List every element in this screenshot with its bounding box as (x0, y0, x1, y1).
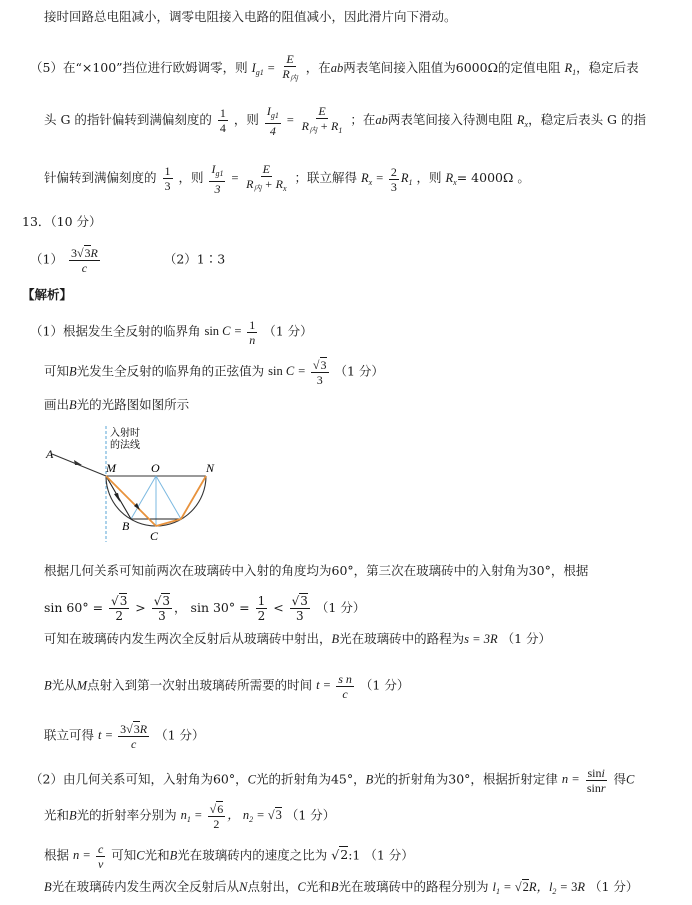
text: 点射出， (247, 879, 298, 894)
text: 光和 (144, 847, 170, 863)
text: ab (330, 60, 344, 75)
label-C: C (150, 529, 159, 543)
formula: t = $\frac{3√3R}{c}$ (98, 722, 148, 751)
text: = 4000Ω 。 (456, 169, 530, 185)
normal-label: 入射时 (110, 428, 140, 439)
paragraph-line (44, 104, 646, 138)
text: （1 分） (501, 631, 552, 646)
text: C (136, 848, 145, 863)
text: 可知 (44, 363, 70, 379)
formula: $l_1 = √2R$，$l_2 = 3R$ (492, 880, 585, 896)
text: 光的光路图如图所示 (76, 397, 190, 412)
text: 光在玻璃砖内发生两次全反射后从 (51, 879, 240, 894)
text: :1 (348, 847, 361, 863)
text: 光在玻璃砖中的路程分别为 (338, 879, 489, 894)
formula: sin C = $\frac{1}{n}$ (204, 318, 256, 347)
text: s = 3R (464, 632, 498, 646)
formula: $\frac{1}{4}$ (219, 105, 226, 135)
text: B (69, 808, 77, 823)
text: 光和 (305, 879, 331, 894)
formula: sin C = $\frac{√3}{3}$ (268, 358, 327, 387)
text: （1 分） (334, 363, 384, 379)
text: B (365, 772, 374, 787)
text: B (44, 880, 52, 894)
text: C (626, 772, 635, 787)
text: ，则 (416, 169, 442, 185)
question-number: 13．（10 分） (22, 214, 102, 229)
text: 头 G 的指针偏转到满偏刻度的 (44, 111, 212, 127)
paragraph-line (44, 358, 384, 387)
text: B (44, 678, 52, 693)
text: （2）由几何关系可知，入射角为60°， (30, 771, 248, 787)
text: 画出 (44, 397, 70, 412)
formula: $I_{g1}$ = $\frac{E}{R_内}$ (251, 52, 298, 83)
text: ；联立解得 (294, 169, 358, 185)
formula: $R_x$ (516, 112, 529, 129)
formula: = $\frac{√3}{2}$ > $\frac{√3}{3}$ ， (92, 594, 187, 623)
paragraph-line (44, 722, 205, 751)
text: 光在玻璃砖内的速度之比为 (177, 847, 328, 863)
formula: $n_1$ = $\frac{√6}{2}$ ， $n_2 = √3$ (180, 802, 282, 831)
text: （1 分） (588, 879, 639, 894)
paragraph-line (30, 766, 634, 795)
paragraph-line (30, 52, 639, 86)
paragraph-line (44, 878, 638, 901)
light-path-diagram (40, 420, 230, 545)
text: 两表笔间接入阻值为6000Ω的定值电阻 (343, 59, 561, 75)
text: 可知 (111, 847, 137, 863)
text: 两表笔间接入待测电阻 (387, 111, 513, 127)
text: B (169, 848, 178, 863)
text: （1 分） (155, 727, 205, 743)
text: （1 分） (285, 807, 336, 823)
text: （1 分） (263, 323, 313, 339)
answer-line (30, 246, 225, 275)
formula: = $\frac{1}{2}$ < $\frac{√3}{3}$ (239, 594, 308, 623)
text: （1 分） (315, 600, 366, 615)
text: 接时回路总电阻减小，调零电阻接入电路的阻值减小，因此滑片向下滑动。 (44, 9, 457, 24)
formula: t = $\frac{\text{s n}}{c}$ (316, 672, 352, 701)
text: ab (375, 112, 388, 127)
text: 联立可得 (44, 727, 95, 743)
text: 光和 (44, 807, 70, 823)
text: （5）在“×100”挡位进行欧姆调零，则 (30, 59, 248, 75)
text: ，则 (233, 111, 259, 127)
formula: n = $\frac{c}{v}$ (73, 842, 104, 871)
text: C (297, 880, 306, 894)
text: sin 30° (190, 600, 236, 615)
paragraph-line (44, 842, 414, 871)
text: 点射入到第一次射出玻璃砖所需要的时间 (87, 677, 313, 693)
formula: $\frac{I_{g1}}{4}$ = $\frac{E}{R_内 + R_1}$ (266, 104, 343, 138)
text: 针偏转到满偏刻度的 (44, 169, 157, 185)
arrow (74, 460, 82, 465)
text: 光的折射角为30°，根据折射定律 (373, 771, 558, 787)
text: ，在 (305, 59, 331, 75)
formula: $R_x$ = $\frac{2}{3}$ $R_1$ (361, 164, 413, 194)
section-heading: 【解析】 (22, 287, 73, 302)
text: 光在玻璃砖中的路程为 (339, 631, 465, 646)
text: C (247, 772, 256, 787)
label-B: B (122, 519, 130, 533)
text: 光从 (51, 677, 77, 693)
text: 光的折射率分别为 (76, 807, 177, 823)
text: 根据 (44, 847, 70, 863)
paragraph-line: 根据几何关系可知前两次在玻璃砖中入射的角度均为60°，第三次在玻璃砖中的入射角为30°，根据 (44, 563, 589, 578)
paragraph-line (44, 594, 365, 623)
label-N: N (206, 461, 215, 475)
formula: $R_x$ (445, 170, 457, 187)
paragraph-line (44, 8, 457, 26)
normal-label: 的法线 (110, 440, 140, 451)
text: B (69, 364, 77, 379)
text: （1 分） (359, 677, 410, 693)
paragraph-line (44, 396, 189, 414)
paragraph-line (44, 162, 530, 196)
text: ，则 (178, 169, 204, 185)
label-M: M (106, 461, 116, 475)
text: sin 60° (44, 600, 89, 615)
formula: $\frac{1}{3}$ (164, 163, 171, 193)
formula: $R_1$ (564, 60, 577, 77)
paragraph-line (44, 802, 335, 831)
text: ，稳定后表 (576, 59, 639, 75)
text: ；在 (350, 111, 376, 127)
text: 光发生全反射的临界角的正弦值为 (76, 363, 265, 379)
text: M (76, 678, 88, 693)
text: B (330, 880, 339, 894)
text: （1）根据发生全反射的临界角 (30, 323, 201, 339)
text: B (331, 632, 340, 646)
paragraph-line (30, 318, 313, 347)
label-O: O (151, 461, 160, 475)
text: ，稳定后表头 G 的指 (528, 111, 647, 127)
text: 可知在玻璃砖内发生两次全反射后从玻璃砖中射出， (44, 631, 332, 646)
text: B (69, 398, 77, 412)
formula: $\frac{I_{g1}}{3}$ = $\frac{E}{R_内 + R_x}$ (211, 162, 287, 196)
formula: $\frac{3√3R}{c}$ (70, 246, 98, 275)
text: 光的折射角为45°， (255, 771, 366, 787)
formula: n = $\frac{\sin i}{\sin r}$ (561, 766, 606, 795)
paragraph-line (44, 672, 409, 701)
paragraph-line (44, 630, 551, 648)
text: （1 分） (364, 847, 414, 863)
formula: √2 (331, 847, 349, 863)
text: 得 (613, 771, 627, 787)
text: N (239, 880, 248, 894)
text: （2）1∶3 (163, 251, 226, 267)
text: （1） (30, 251, 63, 267)
label-A: A (46, 447, 54, 461)
